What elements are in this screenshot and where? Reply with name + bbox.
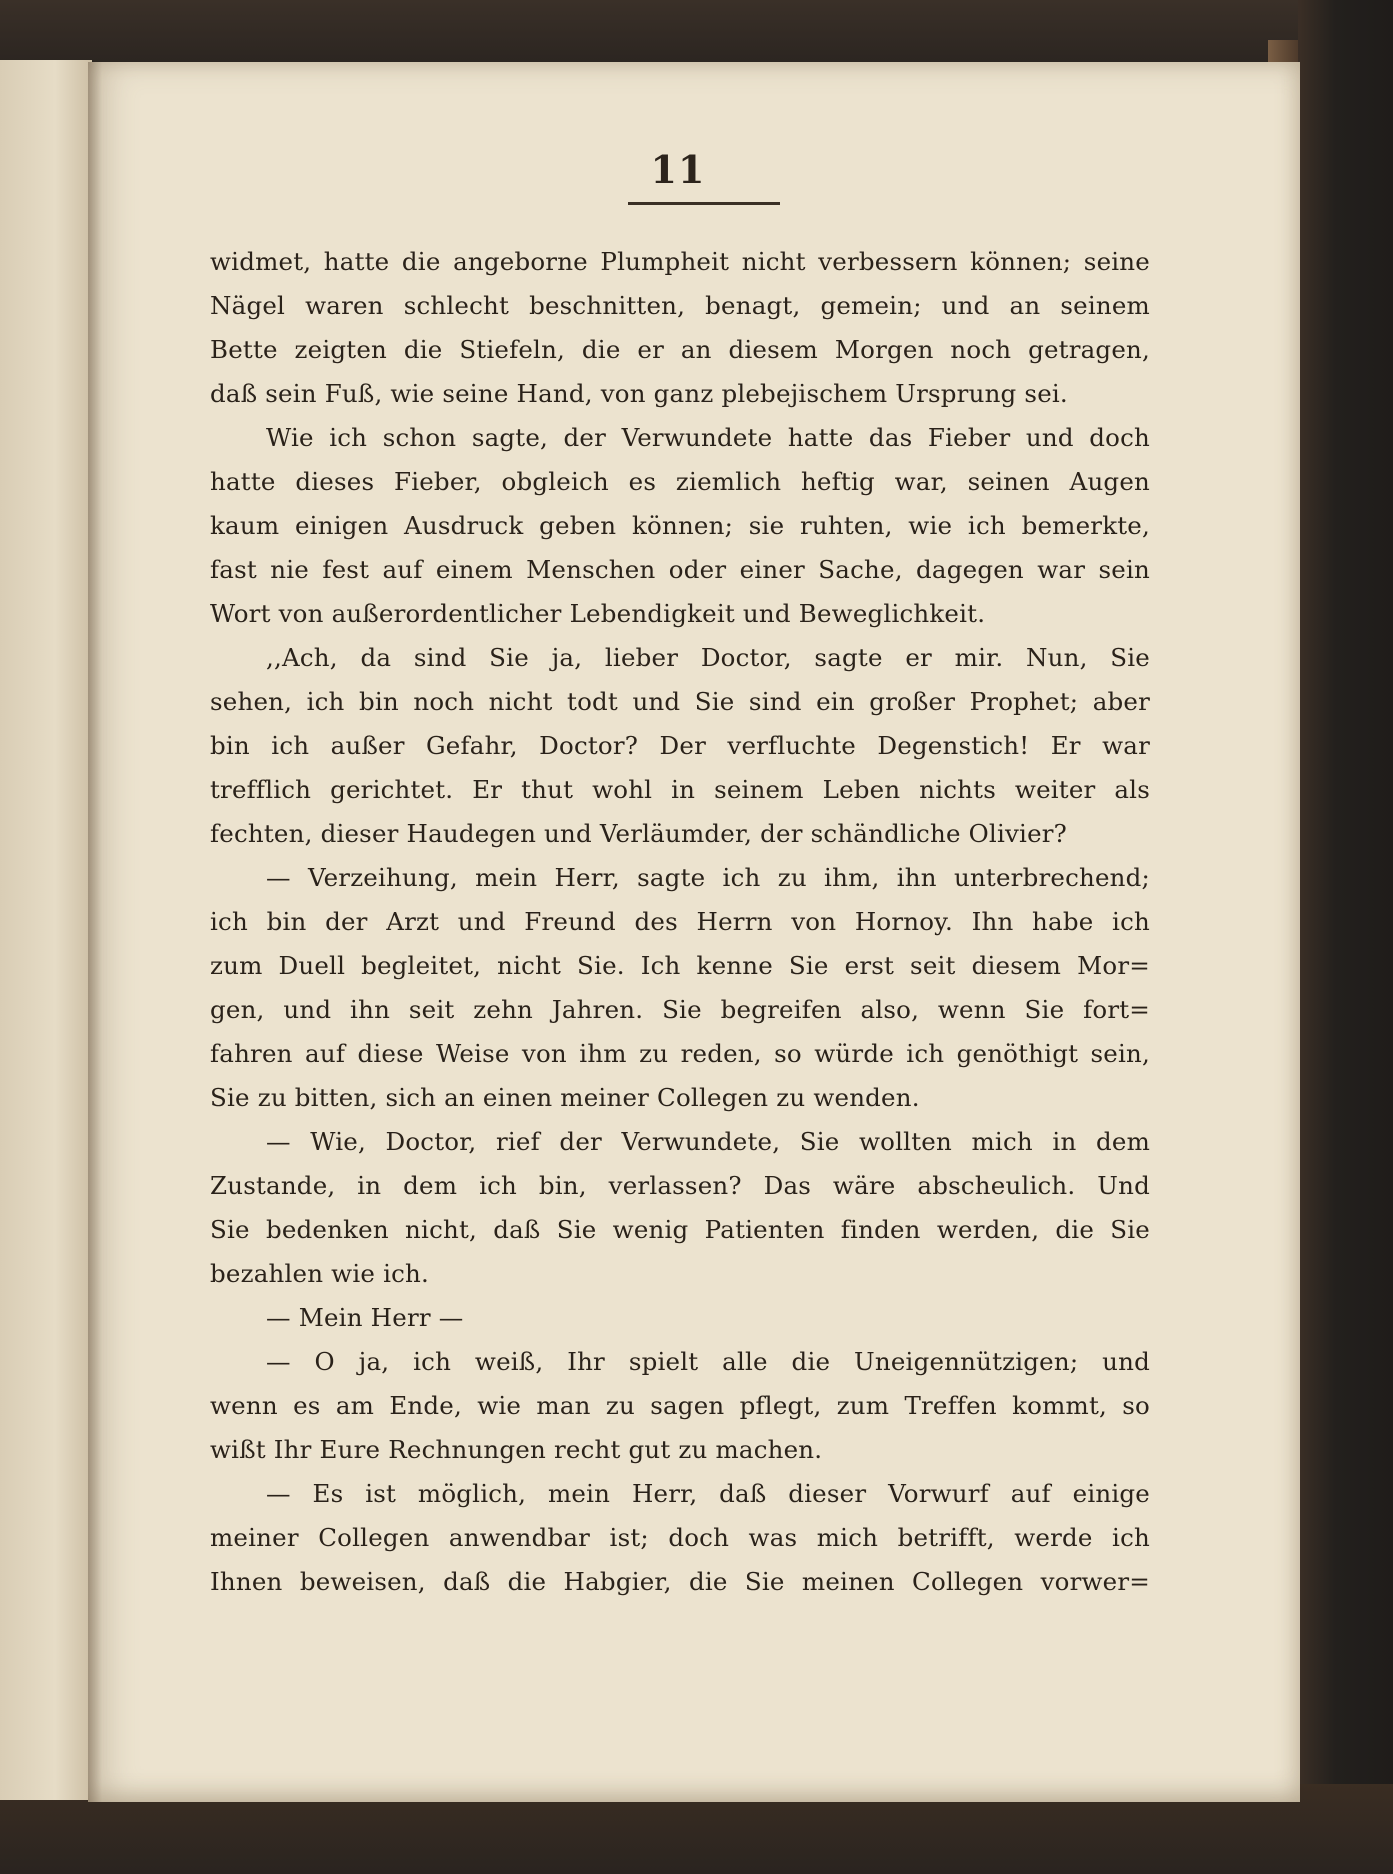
text-line: bezahlen wie ich. bbox=[210, 1259, 429, 1288]
text-line: wenn es am Ende, wie man zu sagen pflegt, zum Treffen kommt, so bbox=[210, 1391, 1150, 1420]
text-line: ich bin der Arzt und Freund des Herrn von Hornoy. Ihn habe ich bbox=[210, 907, 1150, 936]
text-line: wißt Ihr Eure Rechnungen recht gut zu machen. bbox=[210, 1435, 823, 1464]
text-line: daß sein Fuß, wie seine Hand, von ganz plebejischem Ursprung sei. bbox=[210, 379, 1068, 408]
text-line: Nägel waren schlecht beschnitten, benagt, gemein; und an seinem bbox=[210, 291, 1150, 320]
book-cover-right bbox=[1298, 0, 1393, 1874]
text-line: Wort von außerordentlicher Lebendigkeit und Beweglichkeit. bbox=[210, 599, 986, 628]
text-line: gen, und ihn seit zehn Jahren. Sie begreifen also, wenn Sie fort= bbox=[210, 995, 1150, 1024]
text-line: trefflich gerichtet. Er thut wohl in seinem Leben nichts weiter als bbox=[210, 775, 1150, 804]
text-line: — O ja, ich weiß, Ihr spielt alle die Uneigennützigen; und bbox=[266, 1347, 1150, 1376]
page-number-rule bbox=[628, 202, 780, 205]
book-cover-top bbox=[0, 0, 1393, 70]
text-line: widmet, hatte die angeborne Plumpheit nicht verbessern können; seine bbox=[210, 247, 1150, 276]
text-line: Ihnen beweisen, daß die Habgier, die Sie meinen Collegen vorwer= bbox=[210, 1567, 1150, 1596]
text-line: hatte dieses Fieber, obgleich es ziemlich heftig war, seinen Augen bbox=[210, 467, 1150, 496]
text-line: — Wie, Doctor, rief der Verwundete, Sie wollten mich in dem bbox=[266, 1127, 1150, 1156]
text-line: bin ich außer Gefahr, Doctor? Der verfluchte Degenstich! Er war bbox=[210, 731, 1150, 760]
text-line: fast nie fest auf einem Menschen oder einer Sache, dagegen war sein bbox=[210, 555, 1150, 584]
text-line: fahren auf diese Weise von ihm zu reden, so würde ich genöthigt sein, bbox=[210, 1039, 1150, 1068]
text-line: Sie zu bitten, sich an einen meiner Collegen zu wenden. bbox=[210, 1083, 920, 1112]
page-text bbox=[210, 240, 1150, 1604]
facing-page bbox=[0, 60, 92, 1800]
gutter-shadow bbox=[88, 62, 102, 1802]
text-line: Bette zeigten die Stiefeln, die er an diesem Morgen noch getragen, bbox=[210, 335, 1150, 364]
text-line: Wie ich schon sagte, der Verwundete hatte das Fieber und doch bbox=[266, 423, 1150, 452]
text-line: — Verzeihung, mein Herr, sagte ich zu ihm, ihn unterbrechend; bbox=[266, 863, 1150, 892]
text-line: — Mein Herr — bbox=[266, 1303, 464, 1332]
text-line: sehen, ich bin noch nicht todt und Sie sind ein großer Prophet; aber bbox=[210, 687, 1150, 716]
text-line: ,,Ach, da sind Sie ja, lieber Doctor, sagte er mir. Nun, Sie bbox=[266, 643, 1150, 672]
text-line: Sie bedenken nicht, daß Sie wenig Patienten finden werden, die Sie bbox=[210, 1215, 1150, 1244]
text-line: — Es ist möglich, mein Herr, daß dieser Vorwurf auf einige bbox=[266, 1479, 1150, 1508]
text-line: kaum einigen Ausdruck geben können; sie ruhten, wie ich bemerkte, bbox=[210, 511, 1150, 540]
page-number: 11 bbox=[650, 147, 706, 192]
book-page bbox=[88, 62, 1300, 1802]
text-line: fechten, dieser Haudegen und Verläumder, der schändliche Olivier? bbox=[210, 819, 1068, 848]
text-line: meiner Collegen anwendbar ist; doch was mich betrifft, werde ich bbox=[210, 1523, 1150, 1552]
text-line: Zustande, in dem ich bin, verlassen? Das wäre abscheulich. Und bbox=[210, 1171, 1150, 1200]
text-line: zum Duell begleitet, nicht Sie. Ich kenne Sie erst seit diesem Mor= bbox=[210, 951, 1150, 980]
